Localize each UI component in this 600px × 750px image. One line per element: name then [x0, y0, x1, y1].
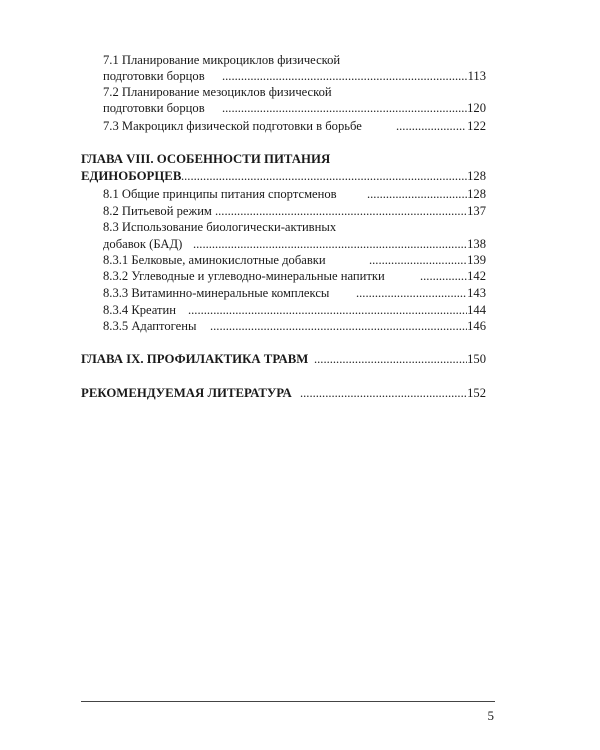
toc-page-number: 146: [467, 319, 486, 333]
toc-entry-title: 8.2 Питьевой режим: [103, 204, 212, 218]
toc-entry-title: 7.1 Планирование микроциклов физической: [103, 53, 341, 67]
toc-entry-8-2: [0, 203, 600, 220]
toc-literature: [0, 385, 600, 402]
toc-leader-dots: [300, 385, 467, 402]
toc-leader-dots: [314, 351, 467, 368]
toc-page-number: 120: [467, 101, 486, 115]
toc-entry-title: 8.3.5 Адаптогены: [103, 319, 197, 333]
toc-entry-title: 8.3.3 Витаминно-минеральные комплексы: [103, 286, 330, 300]
toc-entry-title: 8.3.1 Белковые, аминокислотные добавки: [103, 253, 326, 267]
toc-entry-8-3-2: [0, 268, 600, 285]
toc-leader-dots: [222, 68, 467, 85]
toc-leader-dots: [215, 203, 467, 220]
toc-entry-title: подготовки борцов: [103, 69, 205, 83]
toc-entry-7-3: [0, 118, 600, 135]
toc-entry-8-3-5: [0, 318, 600, 335]
toc-leader-dots: [396, 118, 466, 135]
footer-rule: [81, 701, 495, 702]
toc-entry-8-1: [0, 186, 600, 203]
toc-entry-8-3-line2: [0, 236, 600, 253]
toc-page-number: 128: [467, 187, 486, 201]
toc-page-number: 150: [467, 352, 486, 366]
toc-page-number: 142: [467, 269, 486, 283]
toc-page-number: 137: [467, 204, 486, 218]
toc-entry-7-1-line2: [0, 68, 600, 85]
toc-leader-dots: [222, 100, 467, 117]
toc-entry-title: 7.3 Макроцикл физической подготовки в борьбе: [103, 119, 362, 133]
toc-entry-title: 7.2 Планирование мезоциклов физической: [103, 85, 332, 99]
toc-leader-dots: [356, 285, 467, 302]
toc-page-number: 144: [467, 303, 486, 317]
toc-leader-dots: [188, 302, 467, 319]
toc-page-number: 128: [467, 169, 486, 183]
toc-entry-7-2-line1: [0, 84, 600, 101]
toc-page-number: 143: [467, 286, 486, 300]
toc-chapter-9: [0, 351, 600, 368]
toc-entry-title: 8.3.4 Креатин: [103, 303, 177, 317]
toc-entry-8-3-4: [0, 302, 600, 319]
toc-page-number: 152: [467, 386, 486, 400]
toc-leader-dots: [367, 186, 467, 203]
toc-leader-dots: [369, 252, 467, 269]
toc-entry-8-3-1: [0, 252, 600, 269]
toc-entry-title: добавок (БАД): [103, 237, 183, 251]
toc-entry-title: подготовки борцов: [103, 101, 205, 115]
toc-entry-title: 8.1 Общие принципы питания спортсменов: [103, 187, 337, 201]
toc-entry-title: 8.3.2 Углеводные и углеводно-минеральные напитки: [103, 269, 385, 283]
toc-leader-dots: [210, 318, 467, 335]
toc-chapter-title: ГЛАВА VIII. ОСОБЕННОСТИ ПИТАНИЯ: [81, 152, 331, 166]
toc-entry-7-1-line1: [0, 52, 600, 69]
toc-chapter-title: ГЛАВА IX. ПРОФИЛАКТИКА ТРАВМ: [81, 352, 309, 366]
toc-page-number: 113: [467, 69, 486, 83]
toc-chapter-8-line1: [0, 151, 600, 168]
toc-page-number: 139: [467, 253, 486, 267]
toc-page-number: 138: [467, 237, 486, 251]
toc-page-number: 122: [467, 119, 486, 133]
toc-leader-dots: [420, 268, 467, 285]
toc-entry-title: 8.3 Использование биологически-активных: [103, 220, 337, 234]
toc-entry-7-2-line2: [0, 100, 600, 117]
toc-leader-dots: [193, 236, 467, 253]
toc-chapter-title: ЕДИНОБОРЦЕВ: [81, 169, 182, 183]
toc-entry-8-3-3: [0, 285, 600, 302]
toc-entry-8-3-line1: [0, 219, 600, 236]
toc-chapter-8-line2: [0, 168, 600, 185]
toc-chapter-title: РЕКОМЕНДУЕМАЯ ЛИТЕРАТУРА: [81, 386, 292, 400]
toc-leader-dots: [181, 168, 467, 185]
page-number: 5: [487, 708, 494, 723]
